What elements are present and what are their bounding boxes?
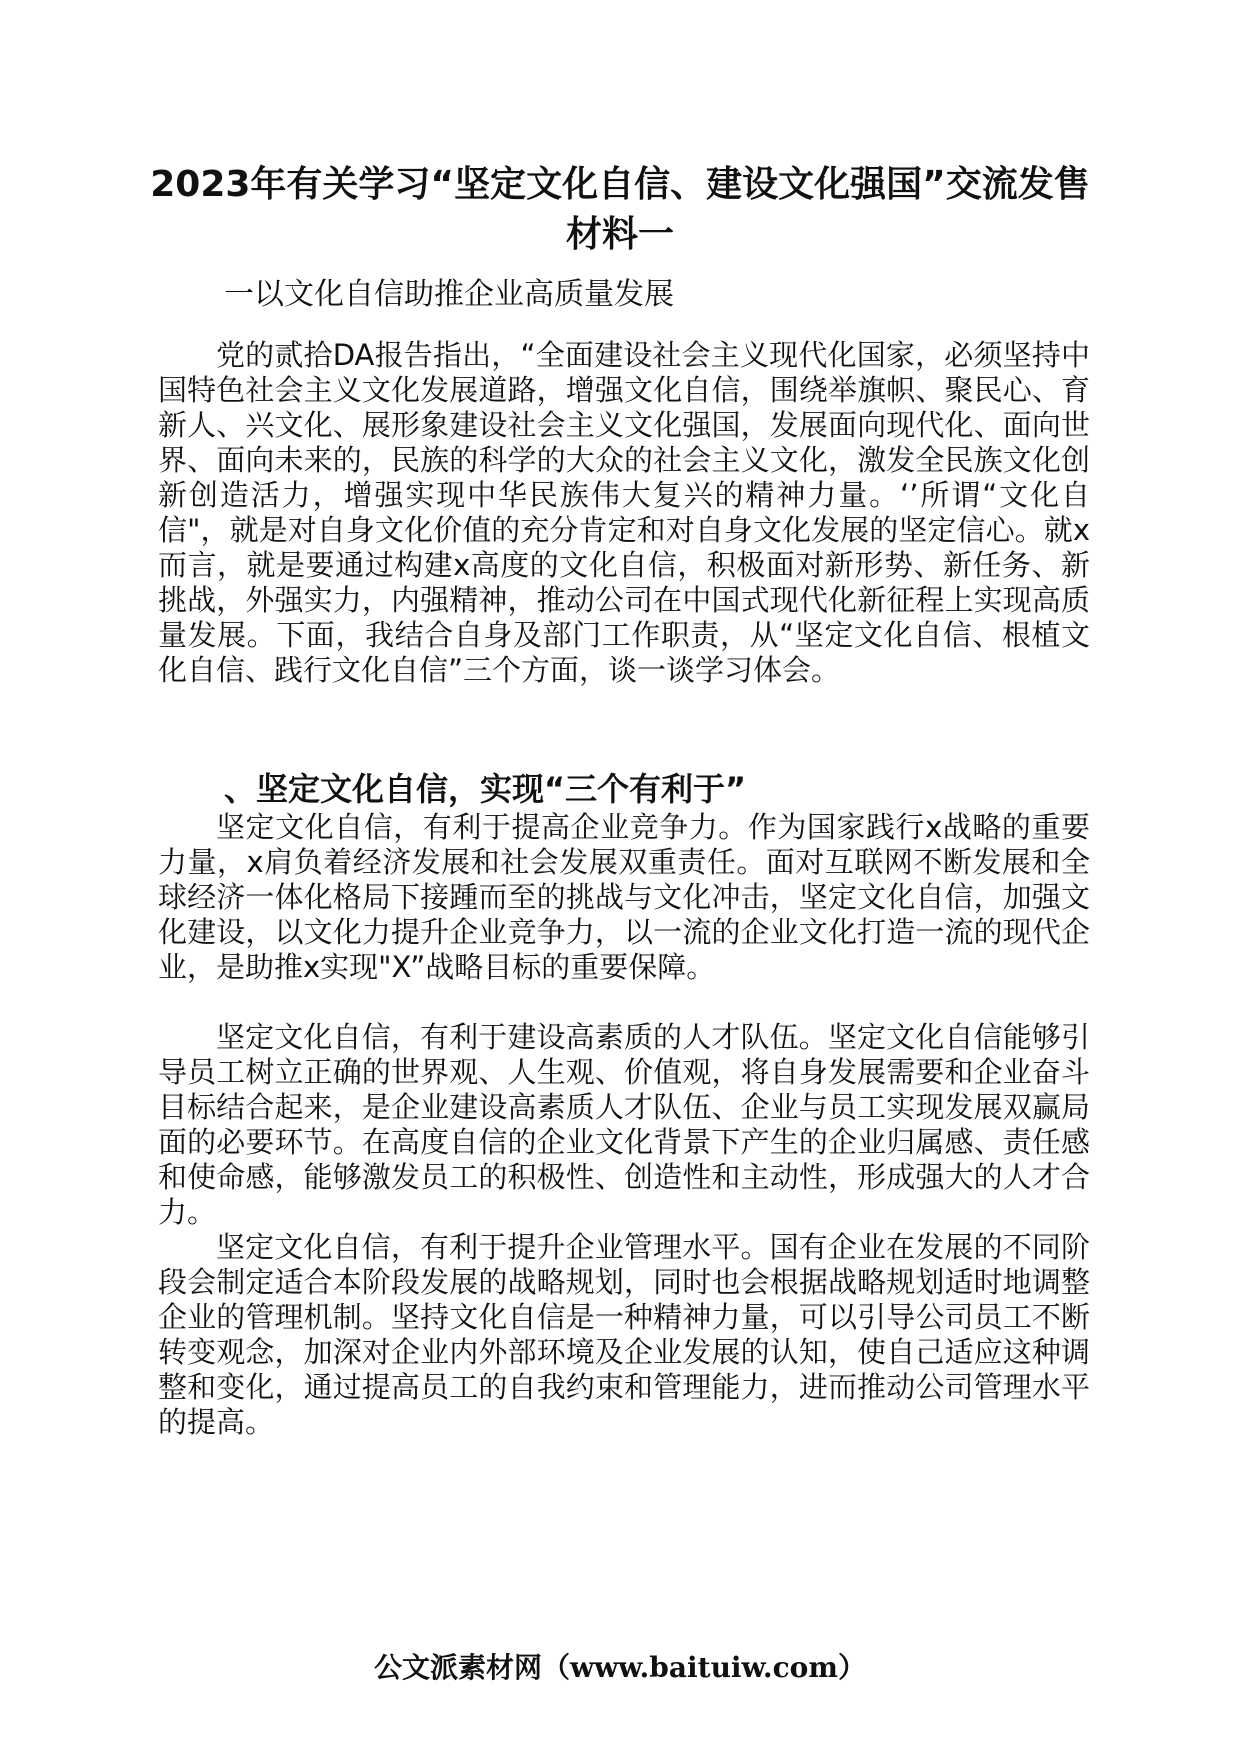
paragraph-intro: 党的贰拾DA报告指出，“全面建设社会主义现代化国家，必须坚持中国特色社会主义文化发展道路，增强文化自信，围绕举旗帜、聚民心、育新人、兴文化、展形象建设社会主义文化强国，发展面向现代化、面向世界、面向未来的，民族的科学的大众的社会主义文化，激发全民族文化创新创造活力，增强实现中华民族伟大复兴的精神力量。‘’所谓“文化自信"，就是对自身文化价值的充分肯定和对自身文化发展的坚定信心。就x而言，就是要通过构建x高度的文化自信，积极面对新形势、新任务、新挑战，外强实力，内强精神，推动公司在中国式现代化新征程上实现高质量发展。下面，我结合自身及部门工作职责，从“坚定文化自信、根植文化自信、践行文化自信”三个方面，谈一谈学习体会。 [158,338,1090,687]
document-title: 2023年有关学习“坚定文化自信、建设文化强国”交流发售材料一 [150,164,1090,255]
paragraph-management: 坚定文化自信，有利于提升企业管理水平。国有企业在发展的不同阶段会制定适合本阶段发展的战略规划，同时也会根据战略规划适时地调整企业的管理机制。坚持文化自信是一种精神力量，可以引导公司员工不断转变观念，加深对企业内外部环境及企业发展的认知，使自己适应这种调整和变化，通过提高员工的自我约束和管理能力，进而推动公司管理水平的提高。 [158,1230,1090,1439]
section-heading: 、坚定文化自信，实现“三个有利于” [224,770,747,808]
paragraph-competitiveness: 坚定文化自信，有利于提高企业竞争力。作为国家践行x战略的重要力量，x肩负着经济发展和社会发展双重责任。面对互联网不断发展和全球经济一体化格局下接踵而至的挑战与文化冲击，坚定文化自信，加强文化建设，以文化力提升企业竞争力，以一流的企业文化打造一流的现代企业，是助推x实现"X”战略目标的重要保障。 [158,810,1090,984]
footer-source: 公文派素材网（www.baituiw.com） [374,1651,866,1684]
document-subtitle: 一以文化自信助推企业高质量发展 [224,277,674,312]
paragraph-talent: 坚定文化自信，有利于建设高素质的人才队伍。坚定文化自信能够引导员工树立正确的世界观、人生观、价值观，将自身发展需要和企业奋斗目标结合起来，是企业建设高素质人才队伍、企业与员工实现发展双赢局面的必要环节。在高度自信的企业文化背景下产生的企业归属感、责任感和使命感，能够激发员工的积极性、创造性和主动性，形成强大的人才合力。 [158,1020,1090,1229]
